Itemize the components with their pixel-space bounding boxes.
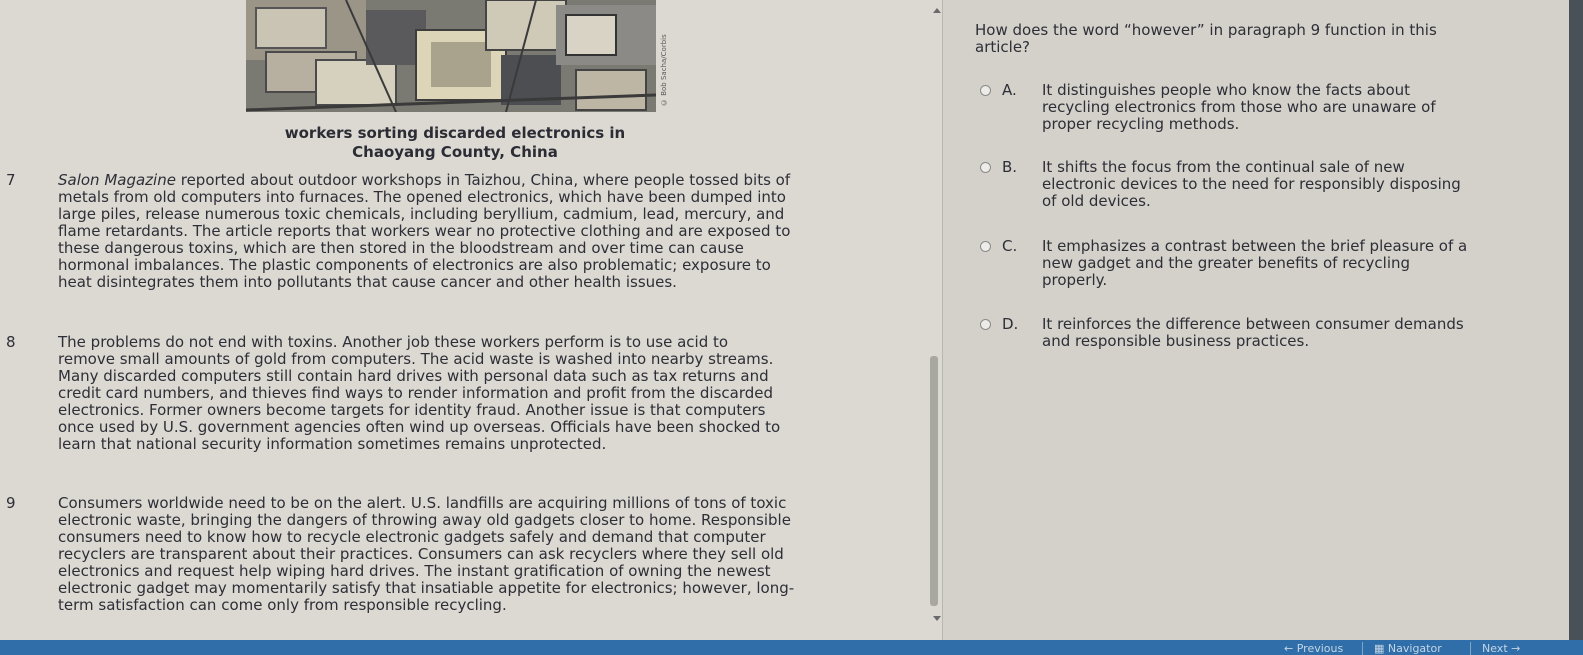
- navigator-label: Navigator: [1387, 642, 1442, 655]
- choice-letter: D.: [1002, 315, 1019, 333]
- choice-line: It distinguishes people who know the facts about: [1042, 81, 1411, 99]
- choice-line: electronic devices to the need for responsibly disposing: [1042, 175, 1461, 193]
- choice-text: [1042, 316, 1492, 350]
- navigator-icon: ▦: [1374, 642, 1385, 655]
- nav-divider: [1470, 642, 1471, 655]
- paragraph-line: consumers need to know how to recycle electronic gadgets safely and demand that computer: [58, 528, 766, 546]
- paragraph-line: hormonal imbalances. The plastic components of electronics are also problematic; exposure to: [58, 256, 771, 274]
- paragraph-line: electronics and request help wiping hard drives. The instant gratification of owning the newest: [58, 562, 771, 580]
- choice-text: [1042, 159, 1492, 210]
- paragraph-line: Many discarded computers still contain hard drives with personal data such as tax returns and: [58, 367, 769, 385]
- arrow-left-icon: ←: [1284, 642, 1294, 655]
- next-label: Next: [1482, 642, 1508, 655]
- paragraph-line: metals from old computers into furnaces. The opened electronics, which have been dumped into: [58, 188, 786, 206]
- choice-line: It reinforces the difference between consumer demands: [1042, 315, 1464, 333]
- paragraph-line: Consumers worldwide need to be on the alert. U.S. landfills are acquiring millions of tons of toxic: [58, 494, 787, 512]
- previous-button[interactable]: [1278, 642, 1349, 655]
- paragraph-line: flame retardants. The article reports that workers wear no protective clothing and are exposed to: [58, 222, 791, 240]
- scroll-up-arrow-icon[interactable]: [933, 8, 941, 13]
- choice-letter: B.: [1002, 158, 1018, 176]
- navigator-button[interactable]: [1368, 642, 1448, 655]
- choice-text: [1042, 82, 1492, 133]
- choice-line: recycling electronics from those who are unaware of: [1042, 98, 1436, 116]
- question-prompt: [975, 22, 1515, 56]
- passage-scrollbar-thumb[interactable]: [930, 356, 938, 606]
- paragraph-text: [58, 172, 888, 291]
- paragraph-line: large piles, release numerous toxic chemicals, including beryllium, cadmium, lead, mercury, and: [58, 205, 785, 223]
- paragraph-line: electronics. Former owners become targets for identity fraud. Another issue is that computers: [58, 401, 766, 419]
- window-edge: [1569, 0, 1583, 640]
- electronics-pile-image: [246, 0, 656, 112]
- caption-line: workers sorting discarded electronics in: [284, 124, 626, 142]
- scroll-down-arrow-icon[interactable]: [933, 616, 941, 621]
- paragraph-line: electronic gadget may momentarily satisfy that insatiable appetite for electronics; however, long-: [58, 579, 795, 597]
- radio-button-icon[interactable]: [980, 85, 991, 96]
- choice-text: [1042, 238, 1492, 289]
- choice-letter: A.: [1002, 81, 1017, 99]
- previous-label: Previous: [1296, 642, 1344, 655]
- paragraph-line: recyclers are transparent about their practices. Consumers can ask recyclers where they sell old: [58, 545, 784, 563]
- question-line: How does the word “however” in paragraph 9 function in this: [975, 21, 1437, 39]
- arrow-right-icon: →: [1511, 642, 1521, 655]
- paragraph-text: [58, 495, 888, 614]
- paragraph-line: electronic waste, bringing the dangers of throwing away old gadgets closer to home. Responsible: [58, 511, 791, 529]
- paragraph-text: [58, 334, 888, 453]
- article-photo: [246, 0, 656, 112]
- choice-line: proper recycling methods.: [1042, 115, 1240, 133]
- nav-divider: [1362, 642, 1363, 655]
- paragraph-line: Salon Magazine reported about outdoor workshops in Taizhou, China, where people tossed bits of: [58, 171, 791, 189]
- choice-line: of old devices.: [1042, 192, 1151, 210]
- paragraph-line: these dangerous toxins, which are then stored in the bloodstream and over time can cause: [58, 239, 744, 257]
- choice-letter: C.: [1002, 237, 1018, 255]
- choice-line: It emphasizes a contrast between the brief pleasure of a: [1042, 237, 1468, 255]
- paragraph-line: heat disintegrates them into pollutants that cause cancer and other health issues.: [58, 273, 677, 291]
- paragraph-number: 7: [6, 171, 16, 189]
- choice-line: properly.: [1042, 271, 1108, 289]
- choice-line: It shifts the focus from the continual sale of new: [1042, 158, 1405, 176]
- next-button[interactable]: [1476, 642, 1526, 655]
- radio-button-icon[interactable]: [980, 319, 991, 330]
- photo-credit: © Bob Sacha/Corbis: [660, 34, 668, 106]
- paragraph-line: credit card numbers, and thieves find ways to render information and profit from the discarded: [58, 384, 774, 402]
- question-line: article?: [975, 38, 1031, 56]
- paragraph-line: term satisfaction can come only from responsible recycling.: [58, 596, 507, 614]
- radio-button-icon[interactable]: [980, 162, 991, 173]
- caption-line: Chaoyang County, China: [352, 143, 558, 161]
- radio-button-icon[interactable]: [980, 241, 991, 252]
- paragraph-line: The problems do not end with toxins. Another job these workers perform is to use acid to: [58, 333, 729, 351]
- paragraph-line: remove small amounts of gold from computers. The acid waste is washed into nearby streams.: [58, 350, 774, 368]
- choice-line: new gadget and the greater benefits of recycling: [1042, 254, 1411, 272]
- paragraph-line: once used by U.S. government agencies often wind up overseas. Officials have been shocked to: [58, 418, 781, 436]
- choice-line: and responsible business practices.: [1042, 332, 1310, 350]
- paragraph-line: learn that national security information sometimes remains unprotected.: [58, 435, 607, 453]
- paragraph-number: 8: [6, 333, 16, 351]
- photo-caption: [260, 124, 650, 162]
- paragraph-number: 9: [6, 494, 16, 512]
